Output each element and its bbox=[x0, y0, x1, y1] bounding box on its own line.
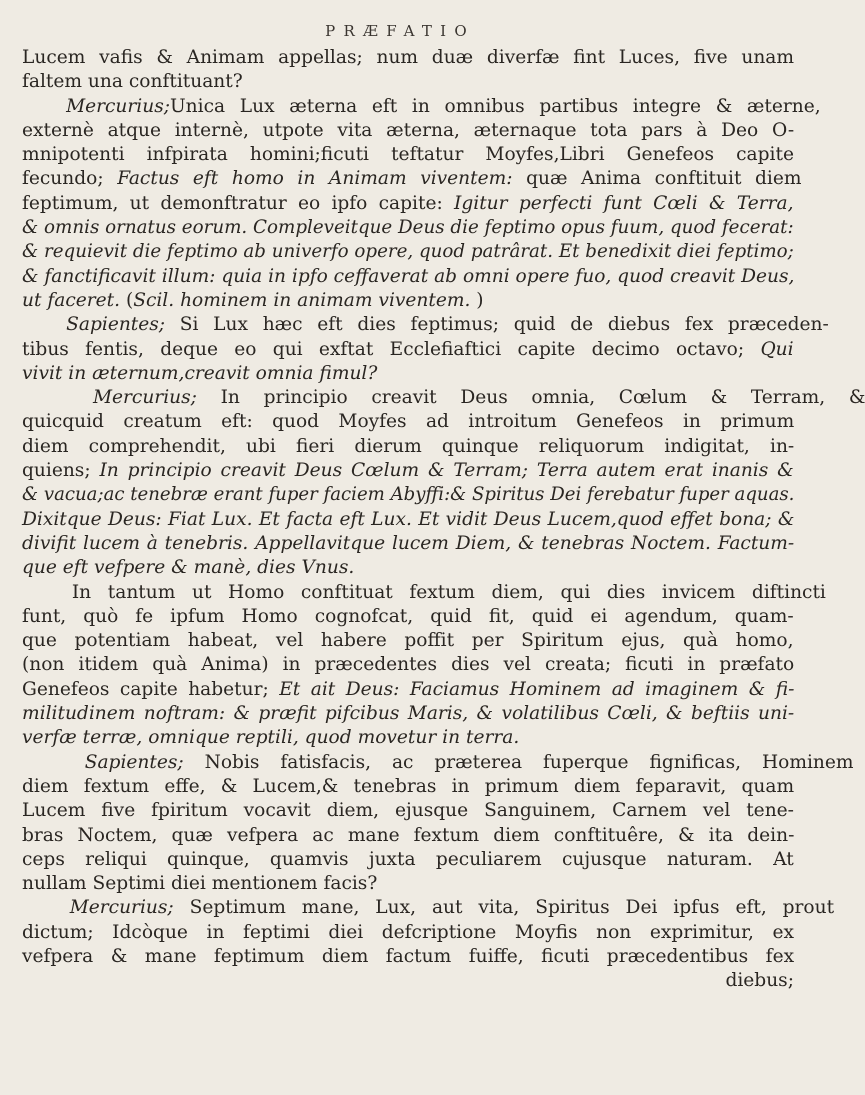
text-span: quæ Anima conftituit diem bbox=[512, 168, 802, 190]
text-span: (non itidem quà Anima) in præcedentes dies vel creata; ficuti in præfato bbox=[22, 654, 795, 676]
italic-span: divifit lucem à tenebris. Appellavitque lucem Diem, & tenebras Noctem. Factum- bbox=[22, 532, 795, 554]
text-line bbox=[22, 240, 794, 264]
text-line bbox=[22, 751, 854, 775]
italic-span: ut faceret. bbox=[22, 289, 121, 311]
text-line bbox=[22, 921, 794, 945]
text-line bbox=[22, 435, 794, 459]
italic-span: que eft vefpere & manè, dies Vnus. bbox=[22, 557, 355, 579]
text-line bbox=[22, 95, 821, 119]
text-line bbox=[22, 143, 794, 167]
text-line bbox=[22, 338, 794, 362]
italic-span: & fanctificavit illum: quia in ipfo ceffaverat ab omni opere fuo, quod creavit Deus, bbox=[22, 265, 795, 287]
text-line bbox=[22, 726, 794, 750]
text-span: ) bbox=[470, 289, 484, 311]
text-span: Septimum mane, Lux, aut vita, Spiritus Dei ipfus eft, prout bbox=[173, 897, 835, 919]
text-line bbox=[22, 459, 794, 483]
text-span: funt, quò fe ipfum Homo cognofcat, quid fit, quid ei agendum, quam- bbox=[22, 605, 794, 627]
text-line bbox=[22, 70, 794, 94]
italic-span: Mercurius; bbox=[92, 387, 197, 409]
body-text bbox=[22, 46, 865, 994]
text-line bbox=[22, 678, 794, 702]
italic-span: Qui bbox=[760, 338, 794, 360]
text-span bbox=[22, 897, 70, 918]
text-span: feptimum, ut demonftratur eo ipfo capite: bbox=[22, 192, 455, 214]
text-span: ( bbox=[120, 289, 134, 311]
italic-span: Scil. hominem in animam viventem. bbox=[133, 289, 471, 311]
text-span: quiens; bbox=[22, 460, 100, 482]
italic-span: verfæ terræ, omnique reptili, quod movetur in terra. bbox=[22, 727, 520, 749]
text-span: bras Noctem, quæ vefpera ac mane fextum diem conftituêre, & ita dein- bbox=[22, 824, 795, 846]
text-span bbox=[22, 314, 66, 335]
text-line bbox=[22, 605, 794, 629]
text-span: Lucem five fpiritum vocavit diem, ejusque Sanguinem, Carnem vel tene- bbox=[22, 800, 794, 822]
text-line bbox=[22, 629, 794, 653]
italic-span: militudinem noftram: & præfit pifcibus Maris, & volatilibus Cœli, & beftiis uni- bbox=[22, 703, 795, 725]
text-span bbox=[22, 752, 85, 773]
text-line bbox=[22, 896, 835, 920]
text-span: mnipotenti infpirata homini;ficuti teftatur Moyfes,Libri Genefeos capite bbox=[22, 144, 794, 166]
text-span: externè atque internè, utpote vita æterna, æternaque tota pars à Deo O- bbox=[22, 119, 795, 141]
text-span: Genefeos capite habetur; bbox=[22, 678, 280, 700]
italic-span: Sapientes; bbox=[66, 314, 166, 336]
italic-span: Dixitque Deus: Fiat Lux. Et facta eft Lux. Et vidit Deus Lucem,quod effet bona; & bbox=[22, 508, 795, 530]
italic-span: Mercurius; bbox=[66, 95, 171, 117]
italic-span: & omnis ornatus eorum. Compleveitque Deus die feptimo opus fuum, quod fecerat: bbox=[22, 217, 794, 239]
text-line bbox=[22, 653, 794, 677]
text-span: Si Lux hæc eft dies feptimus; quid de diebus fex præceden- bbox=[165, 314, 829, 336]
text-span: Lucem vafis & Animam appellas; num duæ diverfæ fint Luces, five unam bbox=[22, 47, 795, 68]
text-span: diem comprehendit, ubi fieri dierum quinque reliquorum indigitat, in- bbox=[22, 435, 795, 457]
text-line bbox=[22, 556, 794, 580]
text-span: diem fextum effe, & Lucem,& tenebras in primum diem feparavit, quam bbox=[22, 775, 795, 797]
text-line bbox=[22, 848, 794, 872]
text-line bbox=[22, 216, 794, 240]
text-span: quicquid creatum eft: quod Moyfes ad introitum Genefeos in primum bbox=[22, 411, 795, 433]
text-line bbox=[22, 581, 826, 605]
text-line bbox=[22, 532, 794, 556]
italic-span: vivit in æternum,creavit omnia fimul? bbox=[22, 362, 378, 384]
text-span: vefpera & mane feptimum diem factum fuiffe, ficuti præcedentibus fex bbox=[22, 945, 795, 967]
italic-span: Igitur perfecti funt Cœli & Terra, bbox=[454, 192, 794, 214]
text-line bbox=[22, 362, 794, 386]
italic-span: Mercurius; bbox=[69, 897, 174, 919]
running-header: PRÆFATIO bbox=[325, 22, 475, 40]
italic-span: & vacua;ac tenebræ erant fuper faciem Abyffi:& Spiritus Dei ferebatur fuper aquas. bbox=[22, 484, 795, 506]
text-line bbox=[22, 119, 794, 143]
text-span: In tantum ut Homo conftituat fextum diem, qui dies invicem diftincti bbox=[22, 581, 826, 603]
text-line bbox=[22, 702, 794, 726]
text-span: dictum; Idcòque in feptimi diei defcriptione Moyfis non exprimitur, ex bbox=[22, 921, 794, 943]
text-span: nullam Septimi diei mentionem facis? bbox=[22, 873, 378, 895]
text-span: Nobis fatisfacis, ac præterea fuperque fignificas, Hominem bbox=[183, 751, 854, 773]
italic-span: Sapientes; bbox=[84, 751, 184, 773]
italic-span: Et ait Deus: Faciamus Hominem ad imaginem & fi- bbox=[279, 678, 795, 700]
text-line bbox=[22, 46, 794, 70]
italic-span: In principio creavit Deus Cœlum & Terram; Terra autem erat inanis & bbox=[99, 460, 794, 482]
text-line bbox=[22, 775, 794, 799]
text-span: tibus fentis, deque eo qui exftat Ecclefiaftici capite decimo octavo; bbox=[22, 338, 761, 360]
text-line bbox=[22, 289, 794, 313]
text-span: que potentiam habeat, vel habere poffit per Spiritum ejus, quà homo, bbox=[22, 630, 794, 652]
text-line bbox=[22, 313, 829, 337]
text-line bbox=[22, 872, 794, 896]
text-line bbox=[22, 410, 794, 434]
text-span bbox=[22, 387, 93, 408]
italic-span: & requievit die feptimo ab univerfo opere, quod patrârat. Et benedixit diei feptimo; bbox=[22, 241, 794, 263]
text-line bbox=[22, 945, 794, 969]
text-line bbox=[22, 265, 794, 289]
text-span: faltem una conftituant? bbox=[22, 71, 243, 93]
text-span: fecundo; bbox=[22, 168, 118, 190]
text-line bbox=[22, 167, 802, 191]
text-line bbox=[22, 386, 865, 410]
text-span: In principio creavit Deus omnia, Cœlum & Terram, & bbox=[196, 387, 865, 409]
text-line bbox=[22, 483, 794, 507]
text-line bbox=[22, 192, 794, 216]
text-span: diebus; bbox=[725, 970, 794, 992]
text-line bbox=[22, 799, 794, 823]
text-span: ceps reliqui quinque, quamvis juxta peculiarem cujusque naturam. At bbox=[22, 848, 794, 870]
text-line bbox=[22, 969, 794, 993]
text-span bbox=[22, 96, 66, 117]
italic-span: Factus eft homo in Animam viventem: bbox=[117, 168, 513, 190]
text-line bbox=[22, 824, 794, 848]
text-line bbox=[22, 508, 794, 532]
text-span: Unica Lux æterna eft in omnibus partibus integre & æterne, bbox=[170, 95, 821, 117]
